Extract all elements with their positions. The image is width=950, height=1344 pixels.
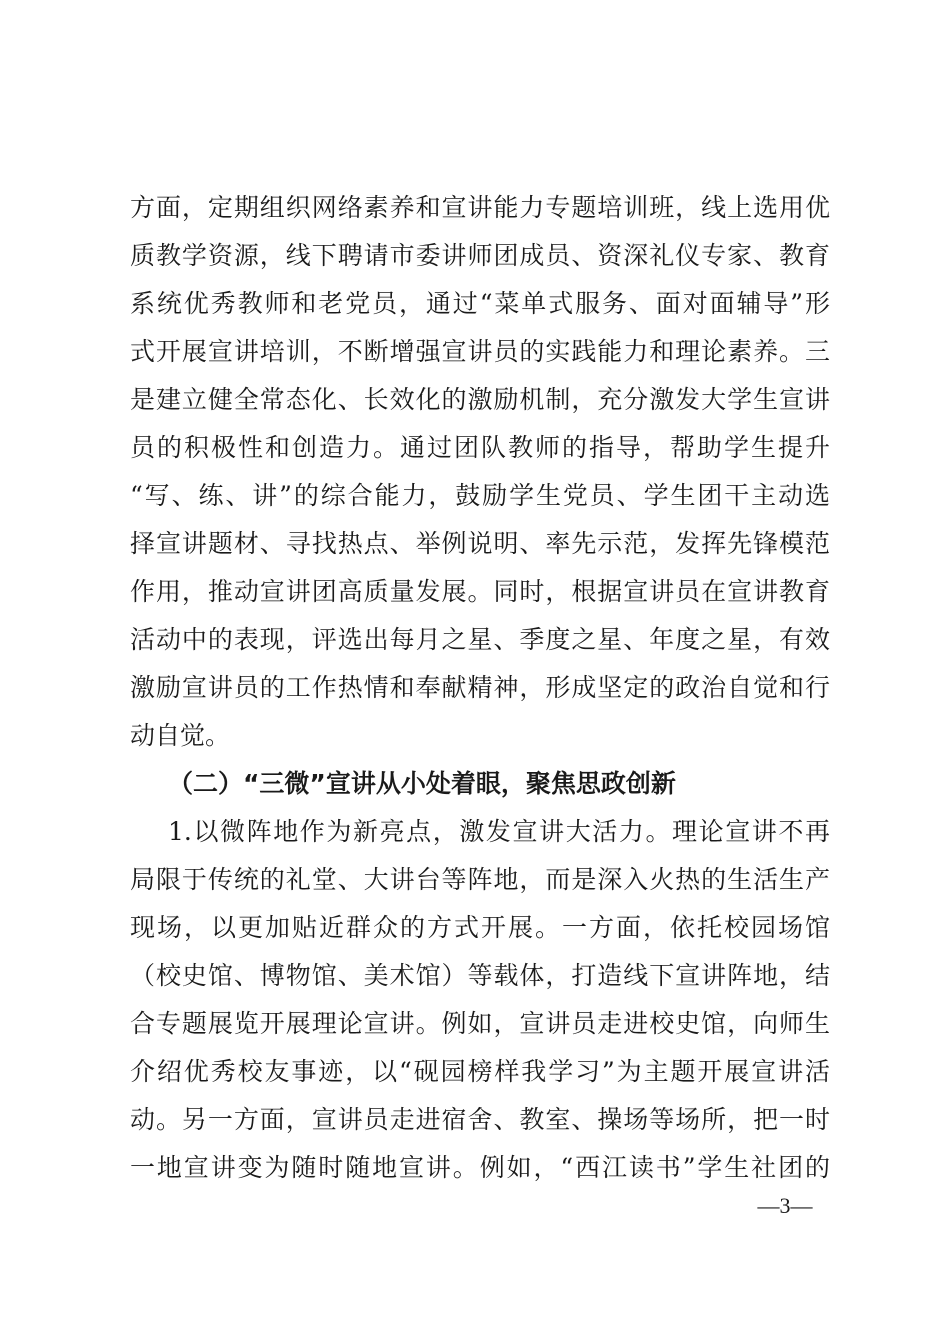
paragraph-line: 系统优秀教师和老党员，通过“菜单式服务、面对面辅导”形	[130, 289, 830, 318]
paragraph-line: 是建立健全常态化、长效化的激励机制，充分激发大学生宣讲	[130, 385, 830, 414]
paragraph-line: 合专题展览开展理论宣讲。例如，宣讲员走进校史馆，向师生	[130, 1009, 830, 1038]
paragraph-line: 动自觉。	[130, 721, 231, 750]
paragraph-line: 式开展宣讲培训，不断增强宣讲员的实践能力和理论素养。三	[130, 337, 830, 366]
paragraph-line: 择宣讲题材、寻找热点、举例说明、率先示范，发挥先锋模范	[130, 529, 830, 558]
paragraph-line: 方面，定期组织网络素养和宣讲能力专题培训班，线上选用优	[130, 193, 830, 222]
paragraph-line: “写、练、讲”的综合能力，鼓励学生党员、学生团干主动选	[130, 481, 830, 510]
paragraph-line: 员的积极性和创造力。通过团队教师的指导，帮助学生提升	[130, 433, 830, 462]
paragraph-line: 作用，推动宣讲团高质量发展。同时，根据宣讲员在宣讲教育	[130, 577, 830, 606]
paragraph-line: 1.以微阵地作为新亮点，激发宣讲大活力。理论宣讲不再	[168, 817, 830, 846]
paragraph-line: 活动中的表现，评选出每月之星、季度之星、年度之星，有效	[130, 625, 830, 654]
paragraph-line: 局限于传统的礼堂、大讲台等阵地，而是深入火热的生活生产	[130, 865, 830, 894]
page-number: —3—	[757, 1193, 813, 1218]
paragraph-line: 动。另一方面，宣讲员走进宿舍、教室、操场等场所，把一时	[130, 1105, 830, 1134]
paragraph-line: 激励宣讲员的工作热情和奉献精神，形成坚定的政治自觉和行	[130, 673, 830, 702]
section-heading: （二）“三微”宣讲从小处着眼，聚焦思政创新	[168, 769, 676, 798]
paragraph-line: 质教学资源，线下聘请市委讲师团成员、资深礼仪专家、教育	[130, 241, 830, 270]
paragraph-line: 现场，以更加贴近群众的方式开展。一方面，依托校园场馆	[130, 913, 830, 942]
paragraph-line: 一地宣讲变为随时随地宣讲。例如，“西江读书”学生社团的	[130, 1153, 830, 1182]
paragraph-line: 介绍优秀校友事迹，以“砚园榜样我学习”为主题开展宣讲活	[130, 1057, 830, 1086]
paragraph-line: （校史馆、博物馆、美术馆）等载体，打造线下宣讲阵地，结	[130, 961, 830, 990]
